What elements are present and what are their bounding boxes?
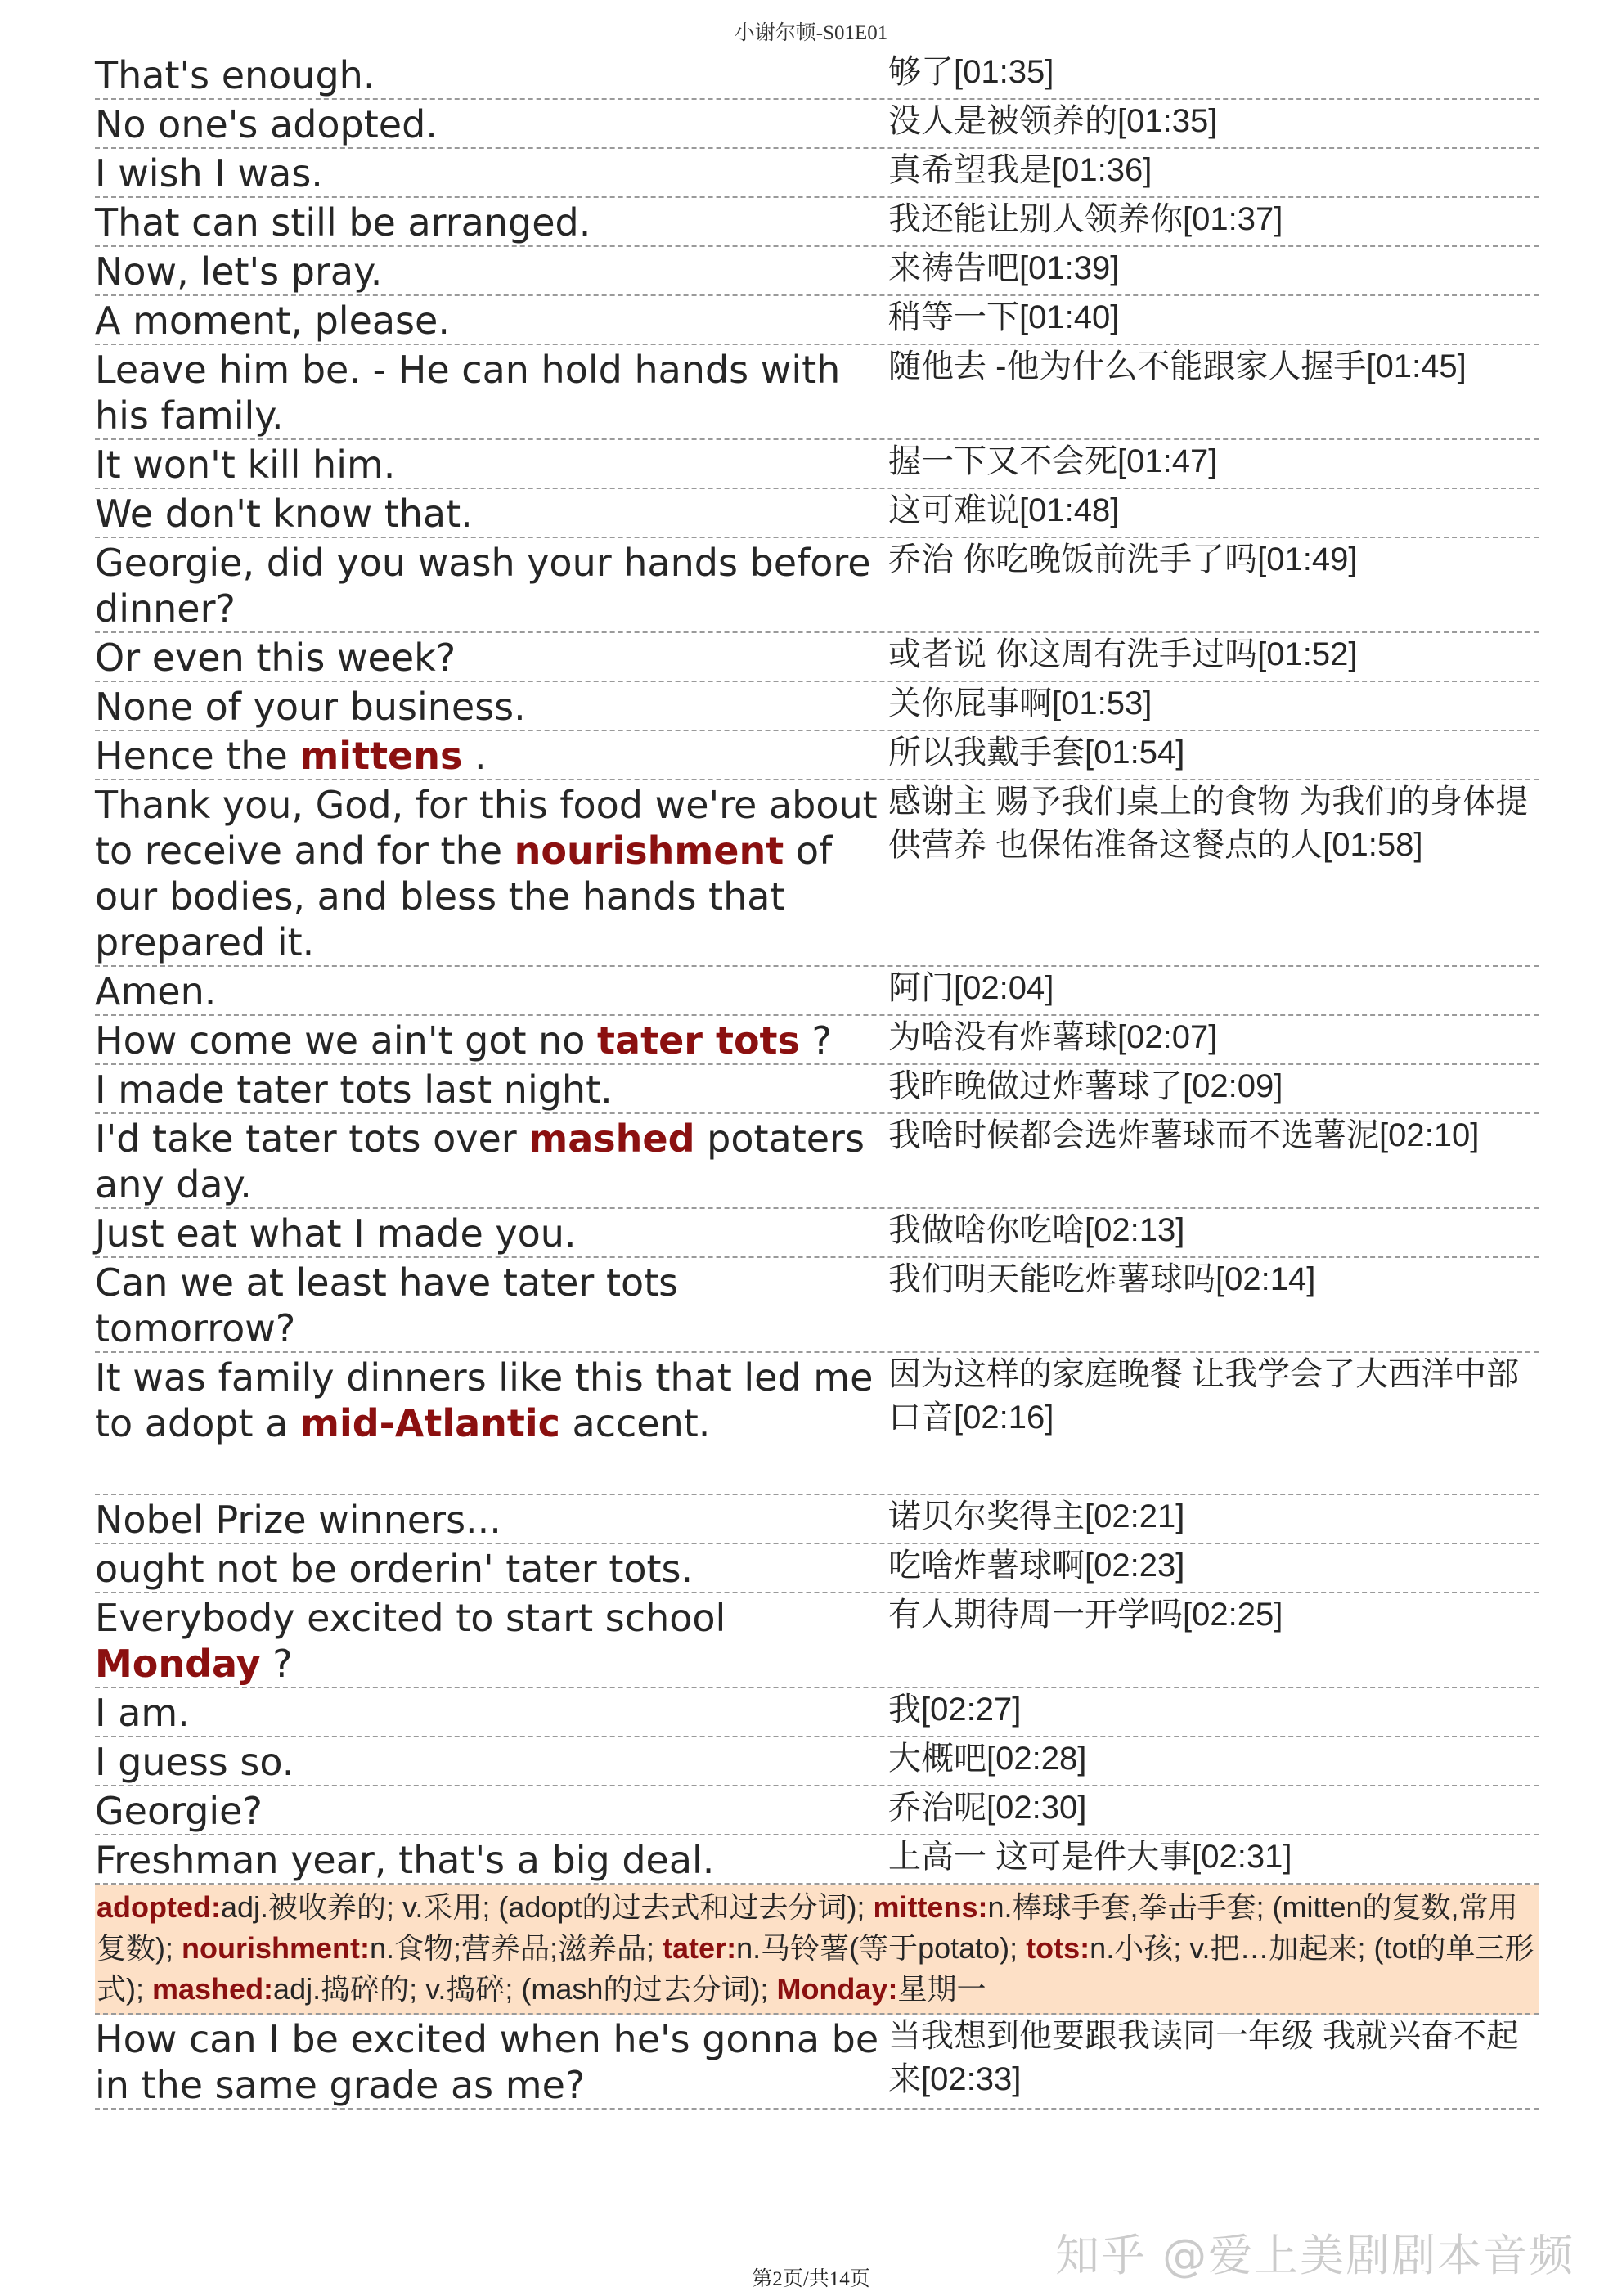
english-line	[95, 682, 888, 730]
vocab-term: tots:	[1026, 1931, 1090, 1965]
text-fragment: A moment, please.	[95, 299, 450, 343]
text-fragment: Freshman year, that's a big deal.	[95, 1838, 715, 1882]
chinese-translation: 真希望我是[01:36]	[888, 152, 1152, 188]
text-fragment: ?	[260, 1642, 293, 1686]
text-fragment: Hence the	[95, 734, 300, 778]
english-line	[95, 780, 888, 965]
subtitle-row	[95, 489, 1539, 538]
english-line	[95, 1688, 888, 1736]
chinese-translation: 这可难说[01:48]	[888, 492, 1120, 528]
vocabulary-box	[95, 1885, 1539, 2015]
english-line	[95, 1786, 888, 1834]
subtitle-table	[95, 51, 1539, 2110]
text-fragment: How can I be excited when he's gonna be in the same grade as me?	[95, 2017, 891, 2107]
chinese-translation: 稍等一下[01:40]	[888, 299, 1120, 335]
subtitle-row	[95, 198, 1539, 247]
english-line	[95, 149, 888, 196]
text-fragment: I am.	[95, 1691, 190, 1735]
english-line	[95, 731, 888, 779]
text-fragment: I wish I was.	[95, 151, 323, 195]
text-fragment: That can still be arranged.	[95, 200, 591, 245]
chinese-translation: 我啥时候都会选炸薯球而不选薯泥[02:10]	[888, 1117, 1480, 1153]
text-fragment: Nobel Prize winners...	[95, 1498, 501, 1542]
text-fragment: Can we at least have tater tots tomorrow?	[95, 1260, 690, 1350]
text-fragment: ought not be orderin' tater tots.	[95, 1547, 694, 1591]
vocab-definition: adj.被收养的; v.采用; (adopt的过去式和过去分词);	[220, 1890, 874, 1924]
text-fragment: Leave him be. - He can hold hands with his family.	[95, 348, 852, 438]
vocab-definition: adj.捣碎的; v.捣碎; (mash的过去分词);	[273, 1972, 777, 2006]
chinese-translation: 关你屁事啊[01:53]	[888, 685, 1152, 721]
chinese-translation: 大概吧[02:28]	[888, 1741, 1087, 1777]
english-line	[95, 296, 888, 344]
english-line	[95, 1835, 888, 1883]
text-fragment: Everybody excited to start school	[95, 1596, 738, 1640]
keyword: mittens	[299, 734, 463, 778]
english-line	[95, 1353, 888, 1446]
english-line	[95, 2015, 891, 2108]
chinese-translation: 我们明天能吃炸薯球吗[02:14]	[888, 1261, 1316, 1297]
subtitle-row	[95, 1835, 1539, 1885]
text-fragment: Thank you, God, for this food we're about to receive and for the	[95, 783, 890, 873]
subtitle-row	[95, 247, 1539, 296]
chinese-translation: 我做啥你吃啥[02:13]	[888, 1212, 1185, 1248]
chinese-translation: 上高一 这可是件大事[02:31]	[888, 1839, 1292, 1875]
chinese-translation: 握一下又不会死[01:47]	[888, 443, 1218, 479]
text-fragment: of our bodies, and bless the hands that prepared it.	[95, 829, 844, 964]
vocab-definition: n.食物;营养品;滋养品;	[370, 1931, 663, 1965]
english-line	[95, 51, 888, 98]
text-fragment: Or even this week?	[95, 636, 456, 680]
vocab-term: nourishment:	[182, 1931, 370, 1965]
english-line	[95, 489, 888, 537]
keyword: mid-Atlantic	[300, 1401, 560, 1445]
chinese-translation: 我还能让别人领养你[01:37]	[888, 201, 1283, 237]
subtitle-row	[95, 1353, 1539, 1495]
english-line	[95, 247, 888, 294]
english-line	[95, 345, 888, 438]
chinese-translation: 没人是被领养的[01:35]	[888, 103, 1218, 139]
chinese-translation: 我[02:27]	[888, 1692, 1022, 1728]
subtitle-row	[95, 538, 1539, 633]
subtitle-row	[95, 1209, 1539, 1258]
watermark: 知乎 @爱上美剧剧本音频	[1055, 2230, 1575, 2281]
text-fragment: Now, let's pray.	[95, 249, 383, 294]
text-fragment: Just eat what I made you.	[95, 1211, 577, 1256]
english-line	[95, 198, 888, 245]
subtitle-row	[95, 100, 1539, 149]
subtitle-row	[95, 682, 1539, 731]
subtitle-row	[95, 2015, 1539, 2110]
english-line	[95, 1495, 888, 1543]
text-fragment: I guess so.	[95, 1740, 294, 1784]
subtitle-row	[95, 1114, 1539, 1209]
text-fragment: ?	[799, 1018, 832, 1063]
subtitle-row	[95, 1737, 1539, 1786]
page-number: 第2页/共14页	[752, 2268, 870, 2290]
text-fragment: Georgie, did you wash your hands before dinner?	[95, 541, 883, 631]
chinese-translation: 乔治 你吃晚饭前洗手了吗[01:49]	[888, 541, 1358, 577]
subtitle-row	[95, 345, 1539, 440]
chinese-translation: 来祷告吧[01:39]	[888, 250, 1120, 286]
chinese-translation: 乔治呢[02:30]	[888, 1790, 1087, 1826]
subtitle-row	[95, 967, 1539, 1016]
text-fragment: .	[462, 734, 487, 778]
keyword: Monday	[95, 1642, 261, 1686]
keyword: mashed	[528, 1117, 695, 1161]
chinese-translation: 所以我戴手套[01:54]	[888, 735, 1185, 771]
text-fragment: I made tater tots last night.	[95, 1067, 613, 1112]
english-line	[95, 967, 888, 1014]
text-fragment: No one's adopted.	[95, 102, 438, 146]
english-line	[95, 1209, 888, 1256]
text-fragment: It was family dinners like this that led me to adopt a	[95, 1355, 886, 1445]
text-fragment: How come we ain't got no	[95, 1018, 598, 1063]
chinese-translation: 我昨晚做过炸薯球了[02:09]	[888, 1068, 1283, 1104]
chinese-translation: 有人期待周一开学吗[02:25]	[888, 1597, 1283, 1633]
vocab-definition: n.马铃薯(等于potato);	[736, 1931, 1027, 1965]
vocab-term: adopted:	[97, 1890, 221, 1924]
subtitle-row	[95, 1016, 1539, 1065]
text-fragment: That's enough.	[95, 53, 375, 97]
text-fragment: accent.	[559, 1401, 711, 1445]
subtitle-row	[95, 51, 1539, 100]
keyword: nourishment	[514, 829, 784, 873]
subtitle-row	[95, 731, 1539, 780]
vocab-definition: n.棒球手套,拳击手套; (mitten的复数,常用复数);	[97, 1890, 1518, 1965]
chinese-translation: 诺贝尔奖得主[02:21]	[888, 1498, 1185, 1534]
text-fragment: I'd take tater tots over	[95, 1117, 529, 1161]
vocab-definition: n.小孩; v.把…加起来; (tot的单三形式);	[97, 1931, 1534, 2006]
english-line	[95, 1065, 888, 1112]
chinese-translation: 阿门[02:04]	[888, 970, 1054, 1006]
subtitle-row	[95, 1786, 1539, 1835]
chinese-translation: 当我想到他要跟我读同一年级 我就兴奋不起来[02:33]	[888, 2018, 1520, 2097]
english-line	[95, 1114, 888, 1207]
subtitle-row	[95, 1065, 1539, 1114]
subtitle-row	[95, 296, 1539, 345]
subtitle-row	[95, 1258, 1539, 1353]
text-fragment: Georgie?	[95, 1789, 263, 1833]
english-line	[95, 1544, 888, 1592]
english-line	[95, 1593, 749, 1687]
subtitle-row	[95, 1593, 1539, 1688]
subtitle-row	[95, 1688, 1539, 1737]
subtitle-row	[95, 1544, 1539, 1593]
english-line	[95, 1016, 888, 1063]
subtitle-row	[95, 149, 1539, 198]
chinese-translation: 吃啥炸薯球啊[02:23]	[888, 1548, 1185, 1584]
chinese-translation: 感谢主 赐予我们桌上的食物 为我们的身体提供营养 也保佑准备这餐点的人[01:58]	[888, 784, 1529, 863]
text-fragment: Amen.	[95, 969, 217, 1013]
chinese-translation: 或者说 你这周有洗手过吗[01:52]	[888, 636, 1358, 672]
english-line	[95, 440, 888, 488]
english-line	[95, 100, 888, 147]
english-line	[95, 1258, 888, 1351]
chinese-translation: 为啥没有炸薯球[02:07]	[888, 1019, 1218, 1055]
text-fragment: It won't kill him.	[95, 443, 396, 487]
keyword: tater tots	[597, 1018, 800, 1063]
vocab-definition: 星期一	[897, 1972, 986, 2006]
text-fragment: We don't know that.	[95, 492, 473, 536]
subtitle-row	[95, 1495, 1539, 1544]
text-fragment: None of your business.	[95, 685, 526, 729]
page-header: 小谢尔顿-S01E01	[734, 22, 888, 44]
subtitle-row	[95, 440, 1539, 489]
vocab-term: Monday:	[776, 1972, 898, 2006]
chinese-translation: 够了[01:35]	[888, 54, 1054, 90]
subtitle-row	[95, 633, 1539, 682]
subtitle-row	[95, 780, 1539, 967]
english-line	[95, 538, 888, 631]
text-fragment: potaters any day.	[95, 1117, 877, 1206]
chinese-translation: 因为这样的家庭晚餐 让我学会了大西洋中部口音[02:16]	[888, 1356, 1520, 1436]
vocab-term: tater:	[663, 1931, 737, 1965]
english-line	[95, 1737, 888, 1785]
chinese-translation: 随他去 -他为什么不能跟家人握手[01:45]	[888, 348, 1467, 384]
vocab-term: mashed:	[152, 1972, 274, 2006]
vocab-term: mittens:	[873, 1890, 988, 1924]
english-line	[95, 633, 888, 681]
